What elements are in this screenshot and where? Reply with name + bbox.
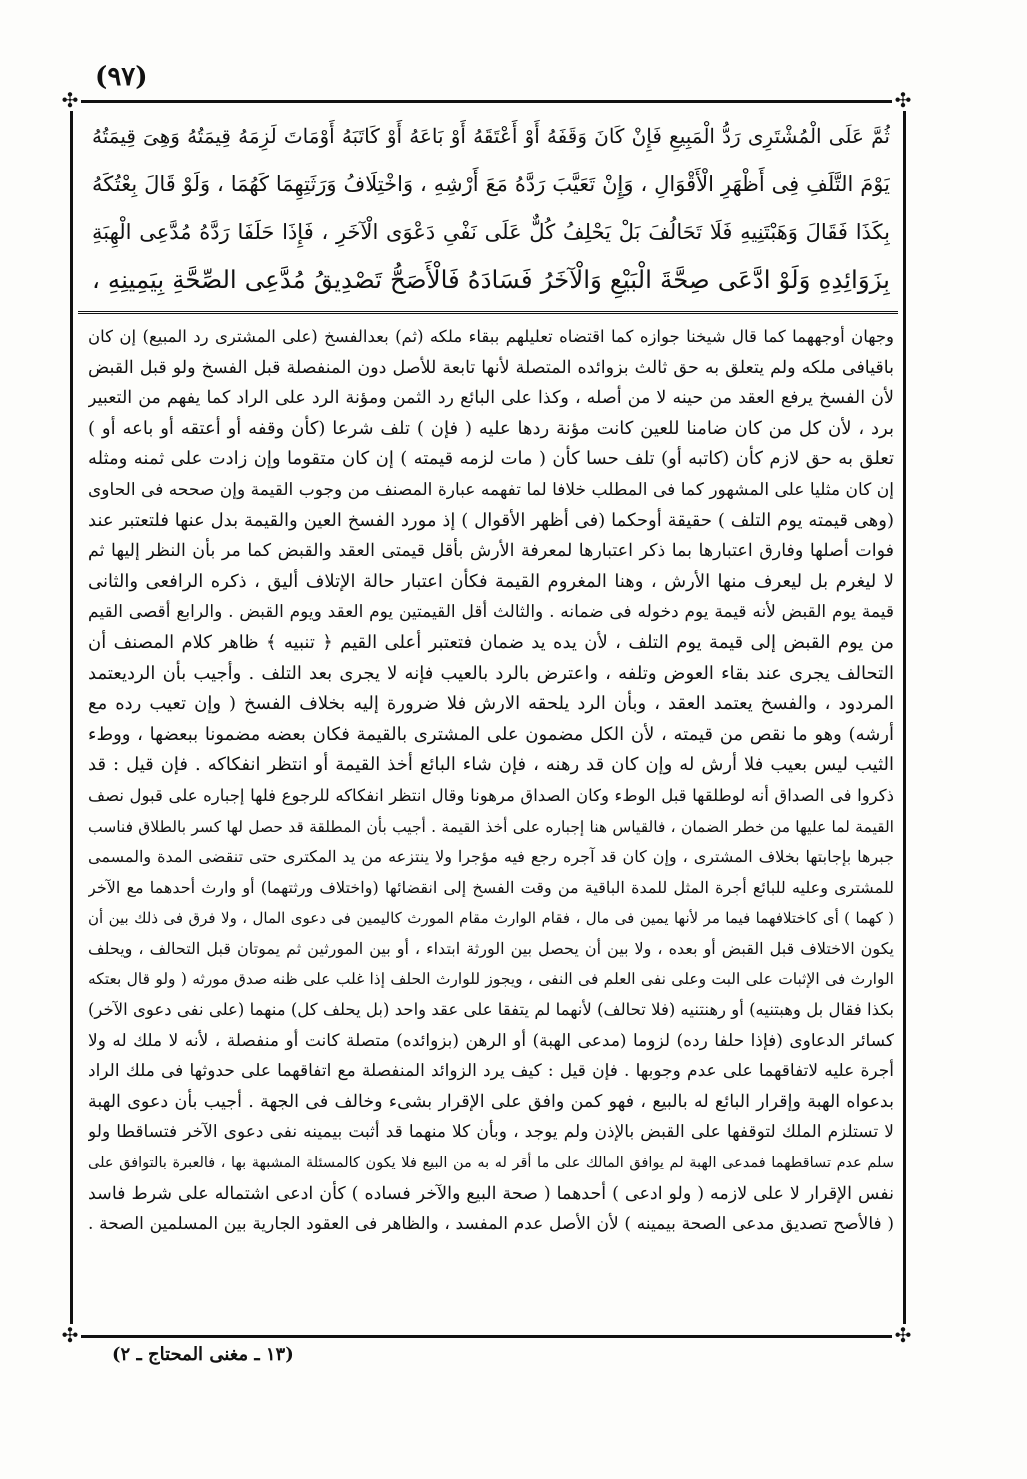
frame-right-border	[903, 100, 906, 1336]
sharh-line: ذكروا فى الصداق أنه لوطلقها قبل الوطء وكان الصداق مرهونا وقال انتظر انفكاكه للرجوع فلها إجباره على قبول نصف	[88, 785, 894, 805]
frame-bottom-border	[70, 1335, 906, 1338]
sharh-line: بكذا فقال بل وهبتنيه) أو رهنتنيه (فلا تحالف) لأنهما لم يتفقا على عقد واحد (بل يحلف كل) منهما (على نفى دعوى الآخر)	[88, 1000, 894, 1020]
sharh-line: الثيب ليس بعيب فلا أرش له وإن كان قد رهنه ، فإن شاء البائع أخذ القيمة أو انتظر انفكاكه . فإن قيل : قد	[88, 754, 894, 776]
sharh-line: باقيافى ملكه ولم يتعلق به حق ثالث بزوائده المتصلة لأنها تابعة للأصل دون المنفصلة قبل الفسخ ولو قبل القبض	[88, 357, 894, 378]
corner-ornament-icon: ✣	[892, 89, 914, 111]
sharh-line: تعلق به حق لازم كأن (كاتبه أو) تلف حسا كأن ( مات لزمه قيمته ) إن كان متقوما وإن زادت على ثمنه ومثله	[88, 448, 894, 470]
matn-line: يَوْمَ التَّلَفِ فِى أَظْهَرِ الْأَقْوَالِ ، وَإِنْ تَعَيَّبَ رَدَّهُ مَعَ أَرْشِهِ ، وَاخْتِلَافُ وَرَثَتِهِمَا كَهُمَا ، وَلَوْ قَالَ بِعْتُكَهُ	[92, 172, 890, 196]
sharh-line: سلم عدم تساقطهما فمدعى الهبة لم يوافق المالك على ما أقر له به من البيع فلا يكون كالمسئلة المشبهة بها ، فالعبرة بالتوافق على	[88, 1155, 894, 1172]
sharh-line: قيمة يوم القبض لأنه قيمة يوم دخوله فى ضمانه . والثالث أقل القيمتين يوم العقد ويوم القبض . والرابع أقصى القيم	[88, 602, 894, 623]
sharh-line: أجرة عليه لاتفاقهما على عدم وجوبها . فإن قيل : كيف يرد الزوائد المنفصلة مع اتفاقهما على حدوثها فى ملك الراد	[88, 1061, 894, 1082]
sharh-line: نفس الإقرار لا على لازمه ( ولو ادعى ) أحدهما ( صحة البيع والآخر فساده ) كأن ادعى اشتماله على شرط فاسد	[88, 1183, 894, 1204]
sharh-line: جبرها بإجابتها بخلاف المشترى ، وإن كان قد آجره رجع فيه مؤجرا ولا ينتزعه من يد المكترى حتى تنقضى المدة والمسمى	[88, 847, 894, 867]
sharh-line: من يوم القبض إلى قيمة يوم التلف ، لأن يده يد ضمان فتعتبر أعلى القيم ﴿ تنبيه ﴾ ظاهر كلام المصنف أن	[88, 631, 894, 653]
corner-ornament-icon: ✣	[59, 1324, 81, 1346]
corner-ornament-icon: ✣	[892, 1324, 914, 1346]
sharh-line: كسائر الدعاوى (فإذا حلفا رده) لزوما (مدعى الهبة) أو الرهن (بزوائده) متصلة كانت أو منفصلة ، لأنه لا ملك له ولا	[88, 1030, 894, 1051]
matn-text-block	[92, 112, 890, 304]
sharh-line: التحالف يجرى عند بقاء العوض وتلفه ، واعترض بالرد بالعيب فإنه لا يجرى بعد التلف . وأجيب بأن الرديعتمد	[88, 662, 894, 684]
matn-line: بِزَوَائِدِهِ وَلَوْ ادَّعَى صِحَّةَ الْبَيْعِ وَالْآخَرُ فَسَادَهُ فَالْأَصَحُّ تَصْدِيقُ مُدَّعِى الصِّحَّةِ بِيَمِينِهِ ،	[92, 265, 890, 294]
sharh-line: ( كهما ) أى كاختلافهما فيما مر لأنها يمين فى مال ، فقام الوارث مقام المورث كاليمين فى دعوى المال ، ولا فرق فى ذلك بين أن	[88, 909, 894, 928]
sharh-line: القيمة لما عليها من خطر الضمان ، فالقياس هنا إجباره على أخذ القيمة . أجيب بأن المطلقة قد حصل لها كسر بالطلاق فناسب	[88, 817, 894, 836]
sharh-line: ( فالأصح تصديق مدعى الصحة بيمينه ) لأن الأصل عدم المفسد ، والظاهر فى العقود الجارية بين المسلمين الصحة .	[88, 1214, 894, 1235]
sharh-line: لأن الفسخ يرفع العقد من حينه لا من أصله ، وكذا على البائع رد الثمن ومؤنة الرد على الراد كما يفهم من التعبير	[88, 388, 894, 409]
sharh-line: لا ليغرم بل ليعرف منها الأرش ، وهنا المغروم القيمة فكأن اعتبار حالة الإتلاف أليق ، ذكره الرافعى والثانى	[88, 570, 894, 592]
footer-signature: (١٣ ـ مغنى المحتاج ـ ٢)	[112, 1344, 294, 1365]
frame-left-border	[70, 100, 73, 1336]
section-divider	[78, 311, 898, 314]
sharh-text-block	[88, 322, 894, 1240]
sharh-line: أرشه) وهو ما نقص من قيمته ، لأن الكل مضمون على المشترى بالقيمة فكان بعضه مضمونا ببعضها ، ووطء	[88, 723, 894, 745]
sharh-line: وجهان أوجههما كما قال شيخنا جوازه كما اقتضاه تعليلهم ببقاء ملكه (ثم) بعدالفسخ (على المشترى رد المبيع) إن كان	[88, 327, 894, 346]
corner-ornament-icon: ✣	[59, 89, 81, 111]
sharh-line: لا تستلزم الملك لتوقفها على القبض بالإذن ولم يوجد ، وبأن كلا منهما قد أثبت بيمينه نفى دعوى الآخر فتساقطا ولو	[88, 1122, 894, 1143]
sharh-line: بدعواه الهبة وإقرار البائع له بالبيع ، فهو كمن وافق على الإقرار بشىء وخالف فى الجهة . أجيب بأن دعوى الهبة	[88, 1091, 894, 1112]
sharh-line: المردود ، والفسخ يعتمد العقد ، وبأن الرد يلحقه الارش فلا ضرورة إليه بخلاف الفسخ ( وإن تعيب رده مع	[88, 693, 894, 715]
sharh-line: فوات أصلها وفارق اعتبارها بما ذكر اعتبارها لمعرفة الأرش بأقل قيمتى العقد والقبض كما مر بأن النظر إليها ثم	[88, 541, 894, 562]
matn-line: ثُمَّ عَلَى الْمُشْتَرِى رَدُّ الْمَبِيعِ فَإِنْ كَانَ وَقَفَهُ أَوْ أَعْتَقَهُ أَوْ بَاعَهُ أَوْ كَاتَبَهُ أَوْمَاتَ لَزِمَهُ قِيمَتُهُ وَهِىَ قِيمَتُهُ	[92, 124, 890, 148]
sharh-line: يكون الاختلاف قبل القبض أو بعده ، ولا بين أن يحصل بين الورثة ابتداء ، أو بين المورثين ثم يموتان قبل التحالف ، ويحلف	[88, 938, 894, 958]
sharh-line: للمشترى وعليه للبائع أجرة المثل للمدة الباقية من وقت الفسخ إلى انقضائها (واختلاف ورثتهما) أو وارث أحدهما مع الآخر	[88, 877, 894, 897]
sharh-line: (وهى قيمته يوم التلف ) حقيقة أوحكما (فى أظهر الأقوال ) إذ مورد الفسخ العين والقيمة بدل عنها فلتعتبر عند	[88, 509, 894, 531]
matn-line: بِكَذَا فَقَالَ وَهَبْتَنِيهِ فَلَا تَحَالُفَ بَلْ يَحْلِفُ كُلٌّ عَلَى نَفْىِ دَعْوَى الْآخَرِ ، فَإِذَا حَلَفَا رَدَّهُ مُدَّعِى الْهِبَةِ	[92, 220, 890, 244]
frame-top-border	[70, 100, 906, 103]
sharh-line: الوارث فى الإثبات على البت وعلى نفى العلم فى النفى ، ويجوز للوارث الحلف إذا غلب على ظنه صدق مورثه ( ولو قال بعتكه	[88, 970, 894, 989]
page-number: (٩٧)	[95, 62, 148, 92]
sharh-line: إن كان مثليا على المشهور كما فى المطلب خلافا لما تفهمه عبارة المصنف من وجوب القيمة وإن صححه فى الحاوى	[88, 479, 894, 500]
sharh-line: برد ، لأن كل من كان ضامنا للعين كانت مؤنة ردها عليه ( فإن ) تلف شرعا (كأن وقفه أو أعتقه أو باعه أو )	[88, 417, 894, 439]
